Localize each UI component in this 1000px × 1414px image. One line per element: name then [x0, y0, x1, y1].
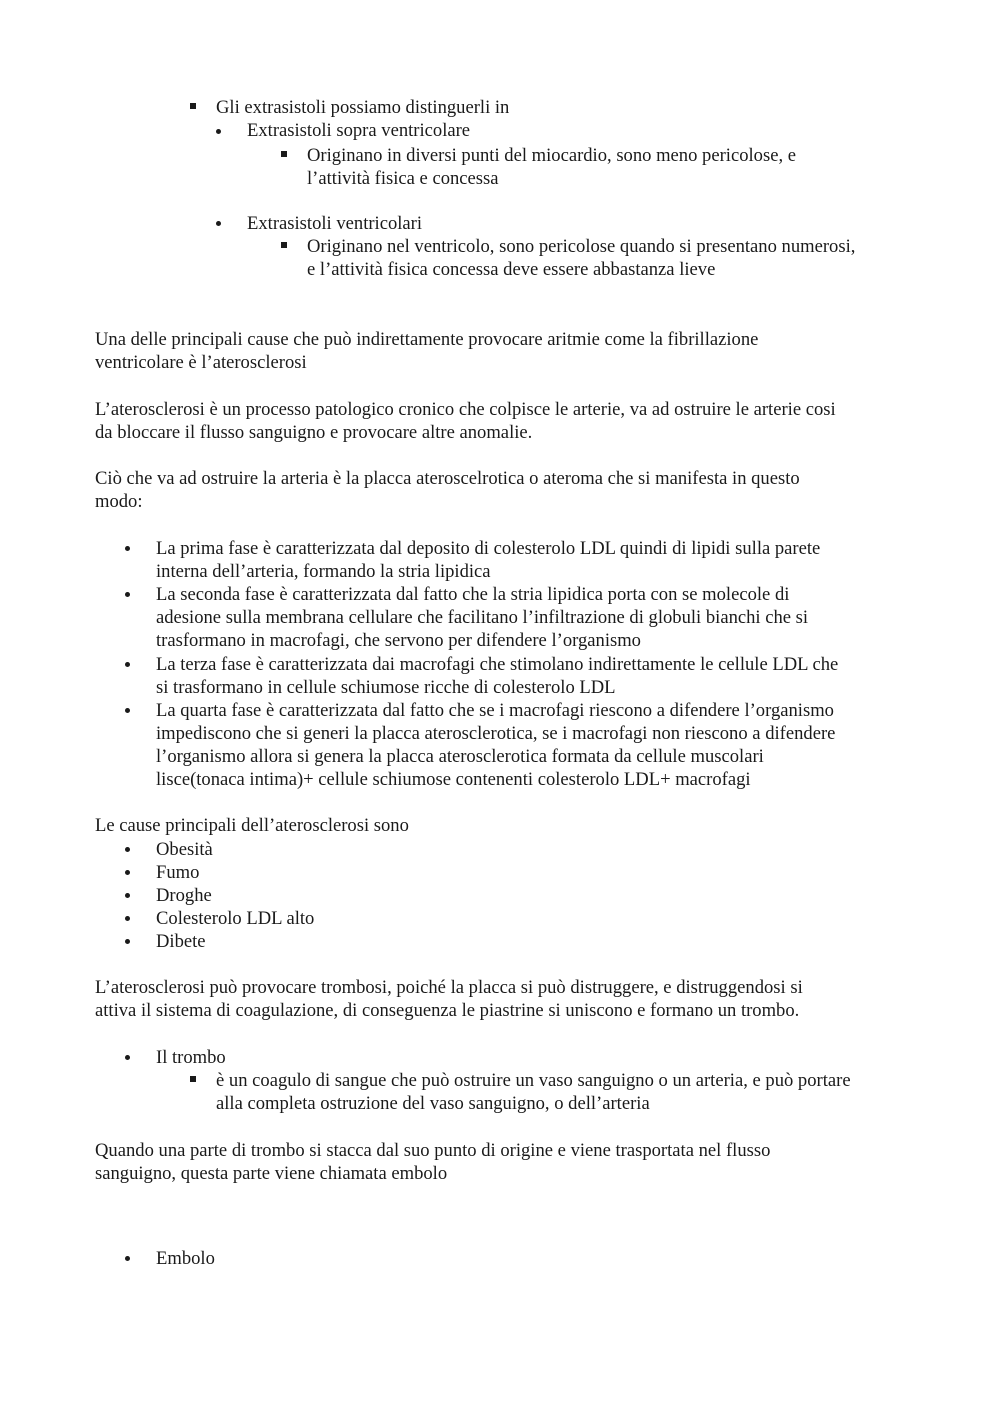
paragraph-line: sanguigno, questa parte viene chiamata embolo [95, 1163, 448, 1184]
cause-item: Droghe [156, 885, 212, 906]
paragraph-line: Una delle principali cause che può indirettamente provocare aritmie come la fibrillazione [95, 329, 759, 350]
cause-item: Obesità [156, 839, 213, 860]
bullet-icon [125, 870, 130, 875]
paragraph-line: attiva il sistema di coagulazione, di conseguenza le piastrine si uniscono e formano un trombo. [95, 1000, 800, 1021]
cause-item: Colesterolo LDL alto [156, 908, 315, 929]
bullet-icon [125, 708, 130, 713]
cause-item: Dibete [156, 931, 206, 952]
bullet-icon [125, 893, 130, 898]
bullet-icon [125, 1055, 130, 1060]
thrombus-label: Il trombo [156, 1047, 226, 1068]
phase-line: impediscono che si generi la placca aterosclerotica, se i macrofagi non riescono a difendere [156, 723, 836, 744]
square-bullet-icon [190, 103, 196, 109]
bullet-icon [216, 221, 221, 226]
thrombus-detail-line: alla completa ostruzione del vaso sanguigno, o dell’arteria [216, 1093, 650, 1114]
phase-line: l’organismo allora si genera la placca aterosclerotica formata da cellule muscolari [156, 746, 764, 767]
paragraph-line: modo: [95, 491, 143, 512]
bullet-icon [125, 546, 130, 551]
bullet-icon [125, 939, 130, 944]
paragraph-line: da bloccare il flusso sanguigno e provocare altre anomalie. [95, 422, 533, 443]
paragraph-line: Quando una parte di trombo si stacca dal suo punto di origine e viene trasportata nel flusso [95, 1140, 771, 1161]
thrombus-detail-line: è un coagulo di sangue che può ostruire un vaso sanguigno o un arteria, e può portare [216, 1070, 851, 1091]
paragraph-line: ventricolare è l’aterosclerosi [95, 352, 307, 373]
bullet-icon [125, 592, 130, 597]
extrasystole-detail-line: Originano nel ventricolo, sono pericolose quando si presentano numerosi, [307, 236, 856, 257]
bullet-icon [125, 1256, 130, 1261]
square-bullet-icon [281, 242, 287, 248]
phase-line: lisce(tonaca intima)+ cellule schiumose contenenti colesterolo LDL+ macrofagi [156, 769, 751, 790]
phase-line: si trasformano in cellule schiumose ricche di colesterolo LDL [156, 677, 616, 698]
phase-line: adesione sulla membrana cellulare che facilitano l’infiltrazione di globuli bianchi che si [156, 607, 809, 628]
square-bullet-icon [190, 1076, 196, 1082]
phase-line: La seconda fase è caratterizzata dal fatto che la stria lipidica porta con se molecole di [156, 584, 790, 605]
extrasystole-intro: Gli extrasistoli possiamo distinguerli in [216, 97, 510, 118]
phase-line: trasformano in macrofagi, che servono per difendere l’organismo [156, 630, 641, 651]
bullet-icon [125, 916, 130, 921]
square-bullet-icon [281, 151, 287, 157]
phase-line: La terza fase è caratterizzata dai macrofagi che stimolano indirettamente le cellule LDL che [156, 654, 839, 675]
cause-item: Fumo [156, 862, 200, 883]
extrasystole-detail-line: Originano in diversi punti del miocardio, sono meno pericolose, e [307, 145, 797, 166]
bullet-icon [125, 847, 130, 852]
paragraph-line: Ciò che va ad ostruire la arteria è la placca ateroscelrotica o ateroma che si manifesta in questo [95, 468, 800, 489]
bullet-icon [216, 129, 221, 134]
extrasystole-type-label: Extrasistoli ventricolari [247, 213, 423, 234]
extrasystole-detail-line: e l’attività fisica concessa deve essere abbastanza lieve [307, 259, 716, 280]
embolus-label: Embolo [156, 1248, 215, 1269]
paragraph-line: L’aterosclerosi è un processo patologico cronico che colpisce le arterie, va ad ostruire le arterie cosi [95, 399, 836, 420]
phase-line: La prima fase è caratterizzata dal deposito di colesterolo LDL quindi di lipidi sulla parete [156, 538, 821, 559]
causes-intro: Le cause principali dell’aterosclerosi sono [95, 815, 409, 836]
phase-line: interna dell’arteria, formando la stria lipidica [156, 561, 491, 582]
extrasystole-type-label: Extrasistoli sopra ventricolare [247, 120, 471, 141]
paragraph-line: L’aterosclerosi può provocare trombosi, poiché la placca si può distruggere, e distruggendosi si [95, 977, 803, 998]
phase-line: La quarta fase è caratterizzata dal fatto che se i macrofagi riescono a difendere l’organismo [156, 700, 834, 721]
extrasystole-detail-line: l’attività fisica e concessa [307, 168, 499, 189]
bullet-icon [125, 662, 130, 667]
